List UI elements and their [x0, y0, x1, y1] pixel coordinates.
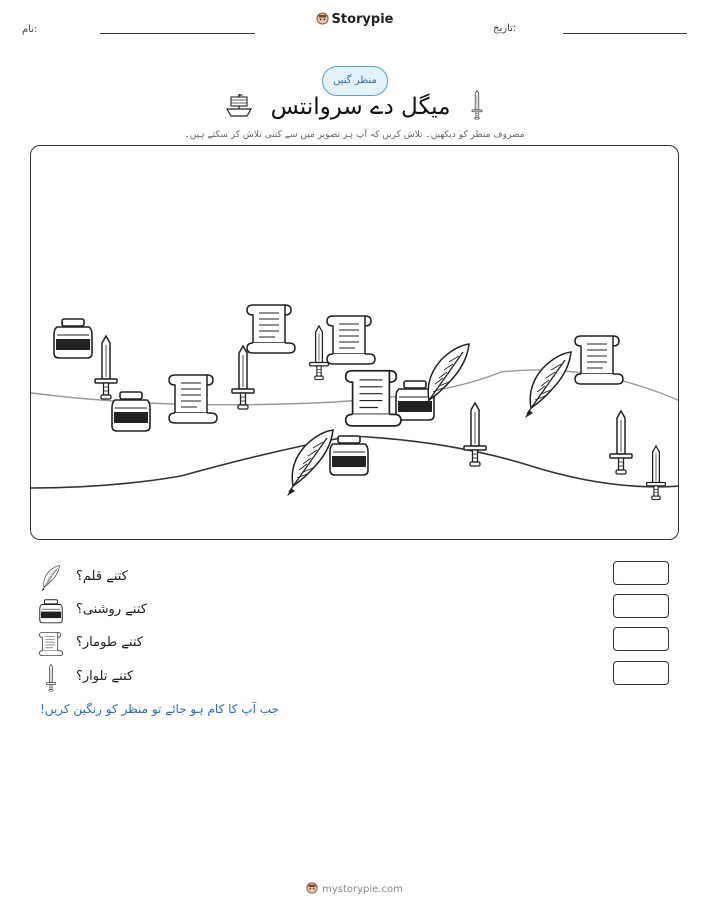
storypie-logo-icon: [316, 12, 329, 25]
scene-illustration: [31, 146, 679, 540]
quill-icon: [423, 344, 469, 410]
storypie-logo-icon: [306, 882, 318, 894]
scroll-icon: [327, 316, 375, 364]
ink-bottle-icon: [54, 319, 92, 358]
sword-icon: [647, 446, 666, 500]
name-label: نام:: [22, 24, 38, 35]
answer-box-ink-bottles[interactable]: [613, 594, 669, 618]
question-label: کتنے تلوار؟: [76, 669, 134, 684]
ship-icon: [225, 92, 253, 118]
date-label: تاریخ:: [493, 23, 517, 34]
title-text: میگل دے سروانتس: [270, 94, 451, 120]
question-swords: [38, 664, 678, 694]
question-label: کتنے قلم؟: [76, 569, 128, 584]
answer-box-swords[interactable]: [613, 661, 669, 685]
sword-icon: [470, 90, 484, 120]
footer-url[interactable]: mystorypie.com: [322, 884, 403, 895]
scroll-icon: [247, 305, 295, 353]
question-label: کتنے طومار؟: [76, 635, 143, 650]
sword-icon: [95, 336, 117, 399]
coloring-note: جب آپ کا کام ہو جائے تو منظر کو رنگین کریں!: [40, 702, 279, 716]
question-ink-bottles: [38, 597, 678, 627]
page-title: [0, 90, 709, 120]
answer-box-quills[interactable]: [613, 561, 669, 585]
sword-icon: [232, 346, 254, 409]
ink-bottle-icon: [330, 436, 368, 475]
instructions: مصروف منظر کو دیکھیں۔ تلاش کریں کہ آپ ہر تصویر میں سے کتنی تلاش کر سکتے ہیں۔: [184, 130, 525, 140]
name-field[interactable]: [100, 33, 255, 34]
quill-icon: [287, 430, 333, 496]
ink-bottle-icon: [112, 392, 150, 431]
brand-header: [0, 12, 709, 27]
sword-icon: [310, 326, 329, 380]
brand-name: Storypie: [331, 12, 394, 27]
answer-box-scrolls[interactable]: [613, 627, 669, 651]
scroll-icon: [346, 371, 401, 426]
hidden-objects-scene: [30, 145, 679, 540]
scroll-icon: [169, 375, 217, 423]
ink-bottle-icon: [38, 597, 64, 625]
question-label: کتنے روشنی؟: [76, 602, 147, 617]
date-field[interactable]: [563, 33, 687, 34]
sword-icon: [610, 411, 632, 474]
sword-icon: [38, 664, 64, 692]
scroll-icon: [38, 630, 64, 658]
scroll-icon: [575, 336, 623, 384]
activity-badge: منظر گنیں: [322, 66, 388, 96]
quill-icon: [38, 564, 64, 592]
quill-icon: [525, 352, 571, 418]
question-quills: [38, 564, 678, 594]
question-scrolls: [38, 630, 678, 660]
sword-icon: [464, 403, 486, 466]
footer: [0, 882, 709, 895]
